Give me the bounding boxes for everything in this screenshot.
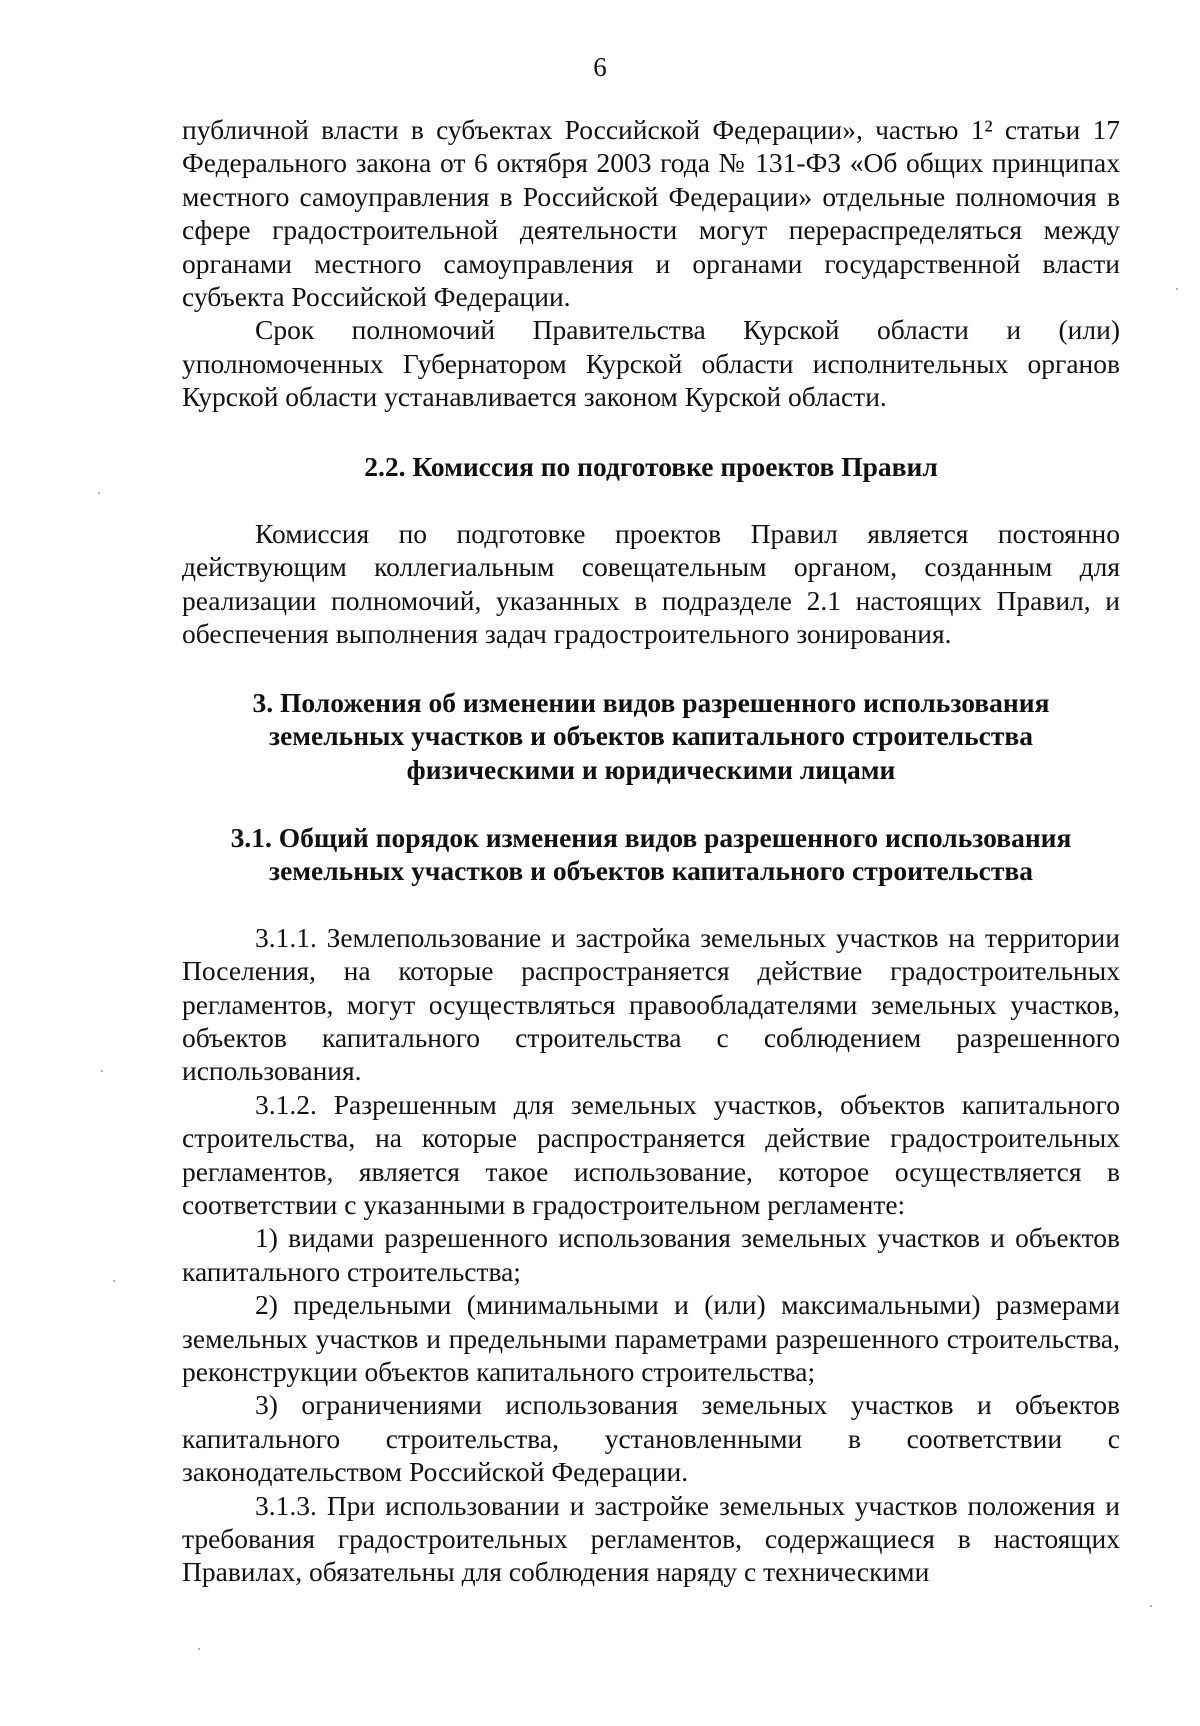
- heading-section-3: [182, 686, 1120, 786]
- paragraph-3-1-3: 3.1.3. При использовании и застройке земельных участков положения и требования градостроительных регламентов, содержащиеся в настоящих Правилах, обязательны для соблюдения наряду с техническими: [182, 1489, 1120, 1588]
- heading-section-3-1: [182, 821, 1120, 888]
- heading-section-3-line-1: 3. Положения об изменении видов разрешенного использования: [252, 686, 1050, 718]
- list-item-1: 1) видами разрешенного использования земельных участков и объектов капитального строительства;: [182, 1222, 1120, 1287]
- page-number: 6: [593, 52, 607, 82]
- heading-section-2-2: 2.2. Комиссия по подготовке проектов Правил: [364, 450, 938, 482]
- heading-section-3-line-3: физическими и юридическими лицами: [406, 753, 896, 785]
- heading-section-3-1-line-2: земельных участков и объектов капитального строительства: [269, 855, 1033, 887]
- scan-speck: [1150, 1605, 1152, 1607]
- paragraph-term-of-powers: Срок полномочий Правительства Курской области и (или) уполномоченных Губернатором Курской области исполнительных органов Курской области устанавливается законом Курской области.: [182, 314, 1120, 413]
- paragraph-continued: публичной власти в субъектах Российской Федерации», частью 1² статьи 17 Федерального закона от 6 октября 2003 года № 131-ФЗ «Об общих принципах местного самоуправления в Российской Федерации» отдельные полномочия в сфере градостроительной деятельности могут перераспределяться между органами местного самоуправления и органами государственной власти субъекта Российской Федерации.: [182, 114, 1120, 313]
- scan-speck: [98, 492, 100, 494]
- heading-section-3-1-line-1: 3.1. Общий порядок изменения видов разрешенного использования: [230, 821, 1072, 853]
- list-item-3: 3) ограничениями использования земельных участков и объектов капитального строительства, установленными в соответствии с законодательством Российской Федерации.: [182, 1389, 1120, 1488]
- scan-speck: [113, 1280, 115, 1282]
- list-item-2: 2) предельными (минимальными и (или) максимальными) размерами земельных участков и предельными параметрами разрешенного строительства, реконструкции объектов капитального строительства;: [182, 1289, 1120, 1387]
- heading-section-3-line-2: земельных участков и объектов капитального строительства: [269, 720, 1033, 752]
- paragraph-3-1-1: 3.1.1. Землепользование и застройка земельных участков на территории Поселения, на которые распространяется действие градостроительных регламентов, могут осуществляться правообладателями земельных участков, объектов капитального строительства с соблюдением разрешенного использования.: [182, 921, 1120, 1087]
- document-body: [182, 113, 1120, 1589]
- scan-speck: [1176, 288, 1178, 290]
- scan-speck: [198, 1648, 200, 1650]
- paragraph-3-1-2: 3.1.2. Разрешенным для земельных участков, объектов капитального строительства, на которые распространяется действие градостроительных регламентов, является такое использование, которое осуществляется в соответствии с указанными в градостроительном регламенте:: [182, 1088, 1120, 1220]
- paragraph-commission: Комиссия по подготовке проектов Правил является постоянно действующим коллегиальным совещательным органом, созданным для реализации полномочий, указанных в подразделе 2.1 настоящих Правил, и обеспечения выполнения задач градостроительного зонирования.: [182, 518, 1120, 650]
- scan-speck: [101, 1070, 103, 1072]
